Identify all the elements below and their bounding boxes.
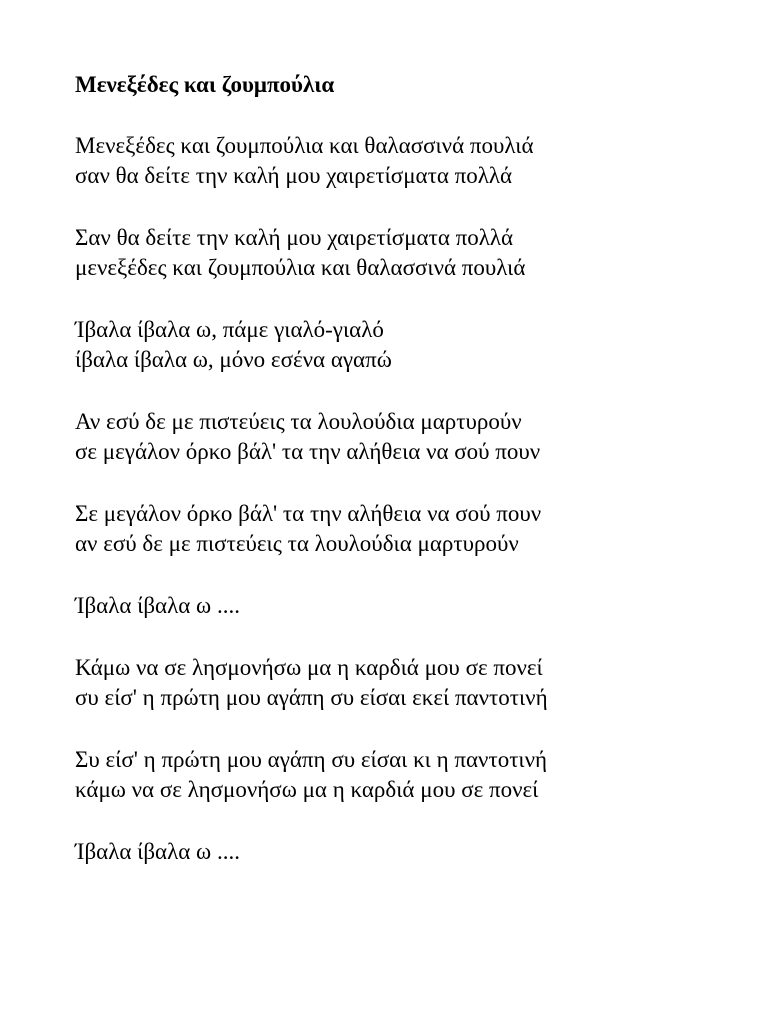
stanza-6-refrain [75, 591, 735, 621]
stanza-line: μενεξέδες και ζουμπούλια και θαλασσινά πουλιά [75, 255, 526, 280]
stanza-1 [75, 131, 735, 191]
stanza-4 [75, 407, 735, 467]
stanza-8 [75, 745, 735, 805]
document-title: Μενεξέδες και ζουμπούλια [75, 72, 335, 97]
stanza-9-refrain [75, 837, 735, 867]
stanza-line: Αν εσύ δε με πιστεύεις τα λουλούδια μαρτυρούν [75, 409, 522, 434]
stanza-line: σαν θα δείτε την καλή μου χαιρετίσματα πολλά [75, 163, 513, 188]
stanza-line: κάμω να σε λησμονήσω μα η καρδιά μου σε πονεί [75, 777, 539, 802]
stanza-7 [75, 653, 735, 713]
stanza-line: Ίβαλα ίβαλα ω .... [75, 593, 240, 618]
stanza-line: Κάμω να σε λησμονήσω μα η καρδιά μου σε πονεί [75, 655, 543, 680]
stanza-line: Ίβαλα ίβαλα ω, πάμε γιαλό-γιαλό [75, 317, 384, 342]
stanza-line: Μενεξέδες και ζουμπούλια και θαλασσινά πουλιά [75, 133, 534, 158]
stanza-line: Ίβαλα ίβαλα ω .... [75, 839, 240, 864]
stanza-line: συ είσ' η πρώτη μου αγάπη συ είσαι εκεί παντοτινή [75, 685, 548, 710]
stanza-3-refrain [75, 315, 735, 375]
stanza-line: Σαν θα δείτε την καλή μου χαιρετίσματα πολλά [75, 225, 514, 250]
lyrics-document [75, 70, 735, 899]
stanza-line: Συ είσ' η πρώτη μου αγάπη συ είσαι κι η παντοτινή [75, 747, 548, 772]
stanza-2 [75, 223, 735, 283]
stanza-5 [75, 499, 735, 559]
stanza-line: σε μεγάλον όρκο βάλ' τα την αλήθεια να σού πουν [75, 439, 541, 464]
stanza-line: ίβαλα ίβαλα ω, μόνο εσένα αγαπώ [75, 347, 392, 372]
stanza-line: αν εσύ δε με πιστεύεις τα λουλούδια μαρτυρούν [75, 531, 519, 556]
stanza-line: Σε μεγάλον όρκο βάλ' τα την αλήθεια να σού πουν [75, 501, 542, 526]
